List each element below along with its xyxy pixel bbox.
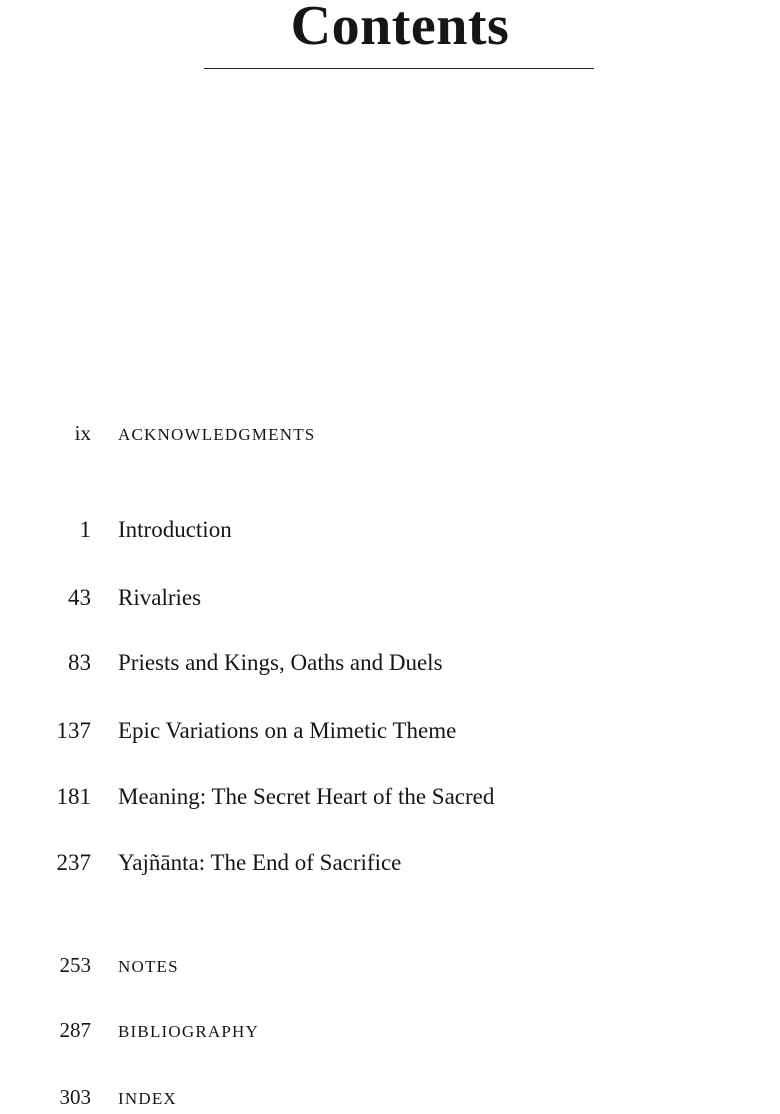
title-rule [204,68,594,69]
toc-entry-notes[interactable] [0,950,780,980]
entry-label: Yajñānta: The End of Sacrifice [118,850,402,875]
page-number: 287 [59,1018,91,1042]
entry-label: Meaning: The Secret Heart of the Sacred [118,784,495,809]
page-number: 137 [56,718,91,743]
page-number: 83 [68,650,91,675]
entry-label: NOTES [118,957,179,976]
page-number: 43 [68,585,91,610]
page-number: 1 [79,517,91,542]
entry-label: ACKNOWLEDGMENTS [118,425,316,444]
entry-label: INDEX [118,1089,177,1108]
page-number: ix [74,421,91,445]
page-title: Contents [290,0,510,57]
toc-entry-meaning[interactable] [0,782,780,812]
entry-label: BIBLIOGRAPHY [118,1022,259,1041]
toc-entry-priests-and-kings[interactable] [0,648,780,678]
toc-entry-epic-variations[interactable] [0,716,780,746]
page-number: 181 [56,784,91,809]
page-number: 253 [59,953,91,977]
entry-label: Epic Variations on a Mimetic Theme [118,718,457,743]
entry-label: Priests and Kings, Oaths and Duels [118,650,443,675]
toc-entry-rivalries[interactable] [0,583,780,613]
entry-label: Rivalries [118,585,202,610]
page-number: 303 [59,1085,91,1109]
page-number: 237 [56,850,91,875]
entry-label: Introduction [118,517,232,542]
toc-entry-yajnanta[interactable] [0,848,780,878]
toc-entry-introduction[interactable] [0,515,780,545]
toc-entry-bibliography[interactable] [0,1015,780,1045]
toc-entry-acknowledgments[interactable] [0,418,780,448]
